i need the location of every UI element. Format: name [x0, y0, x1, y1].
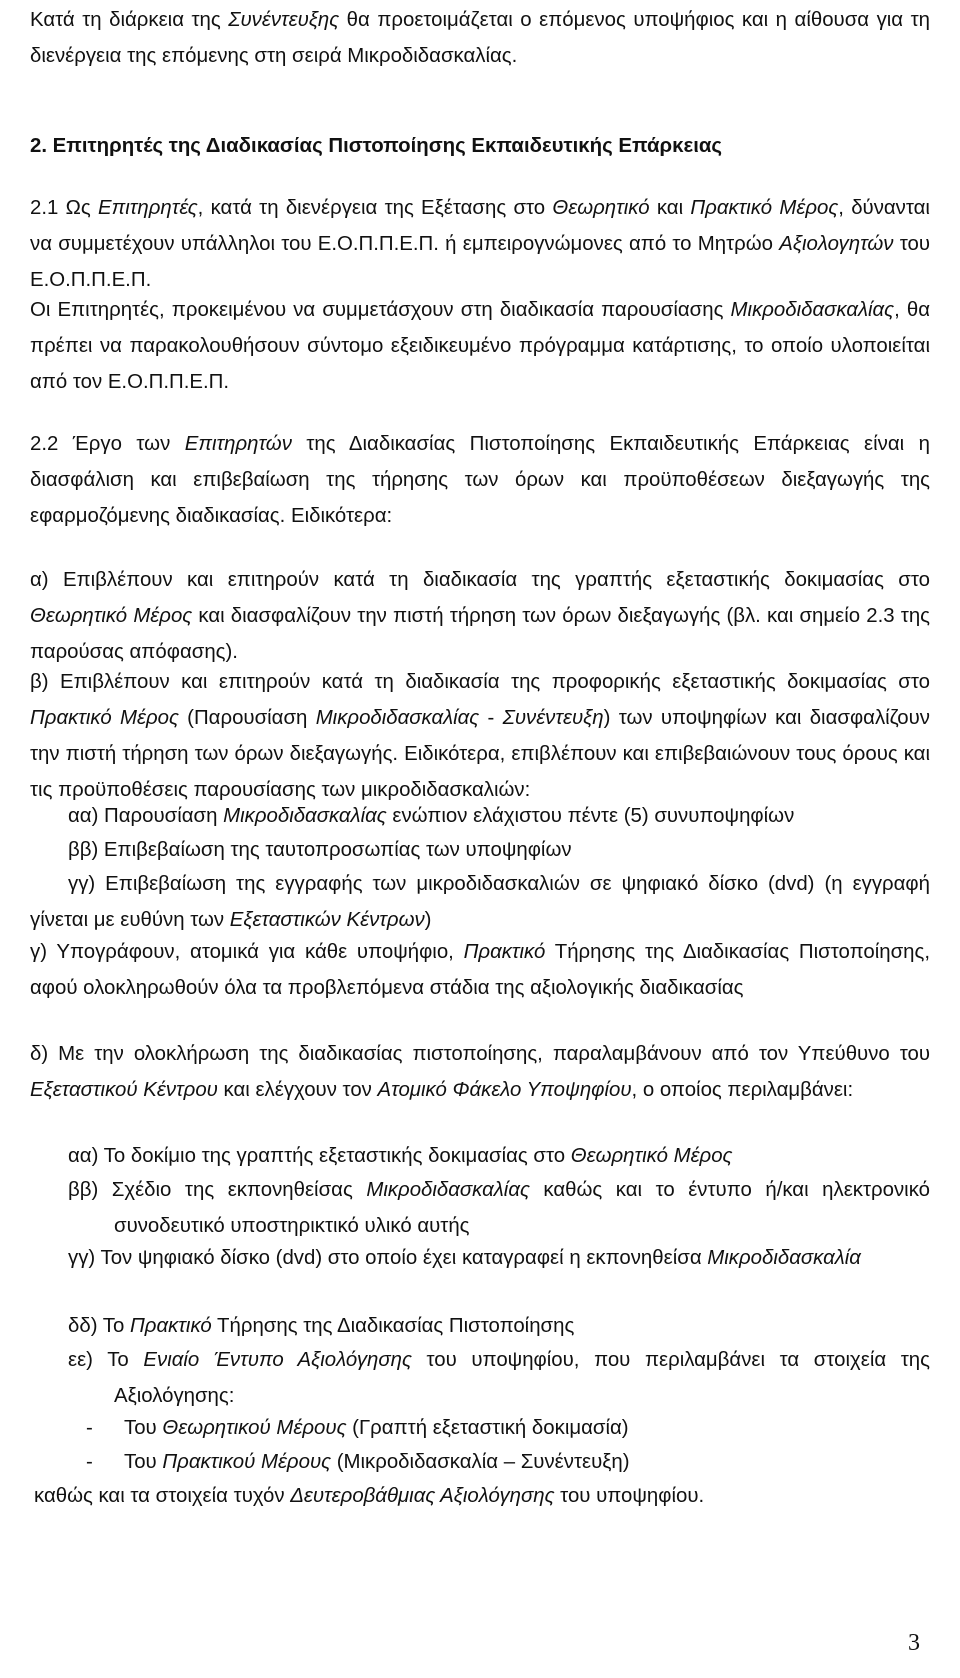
page-number: 3 — [908, 1630, 920, 1656]
item-b-aa: αα) Παρουσίαση Μικροδιδασκαλίας ενώπιον ελάχιστου πέντε (5) συνυποψηφίων — [68, 805, 795, 827]
paragraph-2-2: 2.2 Έργο των Επιτηρητών της Διαδικασίας Πιστοποίησης Εκπαιδευτικής Επάρκειας είναι η διασφάλιση και επιβεβαίωση της τήρησης των όρων και προϋποθέσεων διεξαγωγής της εφαρμοζόμενης διαδικασίας. Ειδικότερα: — [30, 433, 930, 527]
dash-item-theoretical: - Του Θεωρητικού Μέρους (Γραπτή εξεταστική δοκιμασία) — [86, 1417, 629, 1439]
item-d-bb: ββ) Σχέδιο της εκπονηθείσας Μικροδιδασκαλίας καθώς και το έντυπο ή/και ηλεκτρονικό συνοδευτικό υποστηρικτικό υλικό αυτής — [68, 1179, 930, 1237]
item-a: α) Επιβλέπουν και επιτηρούν κατά τη διαδικασία της γραπτής εξεταστικής δοκιμασίας στο Θεωρητικό Μέρος και διασφαλίζουν την πιστή τήρηση των όρων διεξαγωγής (βλ. και σημείο 2.3 της παρούσας απόφασης). — [30, 569, 930, 663]
item-d-dd: δδ) Το Πρακτικό Τήρησης της Διαδικασίας Πιστοποίησης — [68, 1315, 575, 1337]
item-g: γ) Υπογράφουν, ατομικά για κάθε υποψήφιο, Πρακτικό Τήρησης της Διαδικασίας Πιστοποίησης, αφού ολοκληρωθούν όλα τα προβλεπόμενα στάδια της αξιολογικής διαδικασίας — [30, 941, 930, 999]
item-b-gg: γγ) Επιβεβαίωση της εγγραφής των μικροδιδασκαλιών σε ψηφιακό δίσκο (dvd) (η εγγραφή γίνεται με ευθύνη των Εξεταστικών Κέντρων) — [30, 873, 930, 931]
intro-paragraph: Κατά τη διάρκεια της Συνέντευξης θα προετοιμάζεται ο επόμενος υποψήφιος και η αίθουσα για τη διενέργεια της επόμενης στη σειρά Μικροδιδασκαλίας. — [30, 9, 930, 67]
item-d-gg: γγ) Τον ψηφιακό δίσκο (dvd) στο οποίο έχει καταγραφεί η εκπονηθείσα Μικροδιδασκαλία — [68, 1247, 861, 1269]
paragraph-2-1: 2.1 Ως Επιτηρητές, κατά τη διενέργεια της Εξέτασης στο Θεωρητικό και Πρακτικό Μέρος, δύνανται να συμμετέχουν υπάλληλοι του Ε.Ο.Π.Π.Ε.Π. ή εμπειρογνώμονες από το Μητρώο Αξιολογητών του Ε.Ο.Π.Π.Ε.Π. — [30, 197, 930, 291]
item-d: δ) Με την ολοκλήρωση της διαδικασίας πιστοποίησης, παραλαμβάνουν από τον Υπεύθυνο του Εξεταστικού Κέντρου και ελέγχουν τον Ατομικό Φάκελο Υποψηφίου, ο οποίος περιλαμβάνει: — [30, 1043, 930, 1101]
item-d-aa: αα) Το δοκίμιο της γραπτής εξεταστικής δοκιμασίας στο Θεωρητικό Μέρος — [68, 1145, 733, 1167]
paragraph-2-1-supervisors: Οι Επιτηρητές, προκειμένου να συμμετάσχουν στη διαδικασία παρουσίασης Μικροδιδασκαλίας, θα πρέπει να παρακολουθήσουν σύντομο εξειδικευμένο πρόγραμμα κατάρτισης, το οποίο υλοποιείται από τον Ε.Ο.Π.Π.Ε.Π. — [30, 299, 930, 393]
closing-line: καθώς και τα στοιχεία τυχόν Δευτεροβάθμιας Αξιολόγησης του υποψηφίου. — [34, 1485, 705, 1507]
item-b-bb: ββ) Επιβεβαίωση της ταυτοπροσωπίας των υποψηφίων — [68, 839, 572, 861]
dash-item-practical: - Του Πρακτικού Μέρους (Μικροδιδασκαλία – Συνέντευξη) — [86, 1451, 630, 1473]
item-d-ee: εε) Το Ενιαίο Έντυπο Αξιολόγησης του υποψηφίου, που περιλαμβάνει τα στοιχεία της Αξιολόγησης: — [68, 1349, 930, 1407]
section-heading: 2. Επιτηρητές της Διαδικασίας Πιστοποίησης Εκπαιδευτικής Επάρκειας — [30, 135, 723, 157]
item-b: β) Επιβλέπουν και επιτηρούν κατά τη διαδικασία της προφορικής εξεταστικής δοκιμασίας στο Πρακτικό Μέρος (Παρουσίαση Μικροδιδασκαλίας - Συνέντευξη) των υποψηφίων και διασφαλίζουν την πιστή τήρηση των όρων διεξαγωγής. Ειδικότερα, επιβλέπουν και επιβεβαιώνουν τους όρους και τις προϋποθέσεις παρουσίασης των μικροδιδασκαλιών: — [30, 671, 930, 801]
